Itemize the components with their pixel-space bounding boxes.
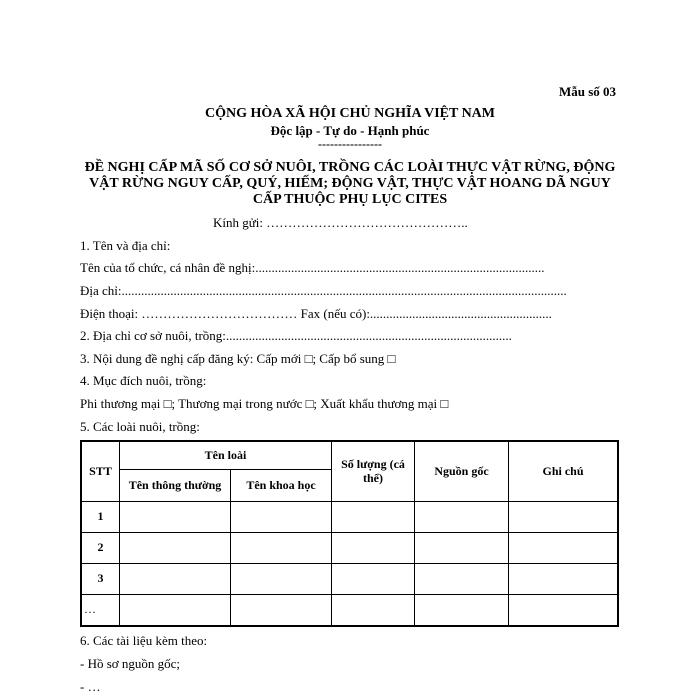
cell-notes [509, 563, 619, 594]
section-4-heading: 4. Mục đích nuôi, trồng: [80, 373, 207, 388]
cell-quantity [332, 501, 415, 532]
species-table [80, 440, 619, 627]
cell-common-name [120, 532, 231, 563]
header-origin: Nguồn gốc [415, 441, 509, 501]
header-quantity [332, 441, 415, 501]
cell-origin [415, 563, 509, 594]
cell-scientific-name [231, 501, 332, 532]
table-row [81, 594, 618, 626]
recipient-line: Kính gửi: ……………………………………….. [213, 215, 468, 230]
cell-quantity [332, 563, 415, 594]
header-scientific-name: Tên khoa học [231, 469, 332, 501]
cell-origin [415, 594, 509, 626]
header-separator: ---------------- [318, 137, 382, 151]
attachment-origin-records: - Hồ sơ nguồn gốc; [80, 656, 181, 671]
table-row [81, 501, 618, 532]
cell-scientific-name [231, 563, 332, 594]
cell-quantity [332, 532, 415, 563]
phone-fax-field: Điện thoại: ……………………………… Fax (nếu có):........................................................ [80, 306, 552, 321]
header-common-name: Tên thông thường [120, 469, 231, 501]
row-number: 3 [81, 563, 120, 594]
national-motto: Độc lập - Tự do - Hạnh phúc [270, 123, 430, 138]
cell-common-name [120, 563, 231, 594]
cell-scientific-name [231, 594, 332, 626]
cell-notes [509, 501, 619, 532]
row-number: 2 [81, 532, 120, 563]
title-line-1: ĐỀ NGHỊ CẤP MÃ SỐ CƠ SỞ NUÔI, TRỒNG CÁC LOÀI THỰC VẬT RỪNG, ĐỘNG [84, 160, 616, 175]
cell-quantity [332, 594, 415, 626]
header-stt: STT [81, 441, 120, 501]
cell-common-name [120, 501, 231, 532]
header-species-name: Tên loài [120, 441, 332, 469]
org-name-field: Tên của tổ chức, cá nhân đề nghị:......................................................................................... [80, 260, 545, 275]
cell-notes [509, 532, 619, 563]
header-notes: Ghi chú [509, 441, 619, 501]
national-title: CỘNG HÒA XÃ HỘI CHỦ NGHĨA VIỆT NAM [204, 106, 495, 121]
section-1-heading: 1. Tên và địa chỉ: [80, 238, 171, 253]
table-row [81, 563, 618, 594]
section-5-heading: 5. Các loài nuôi, trồng: [80, 419, 200, 434]
header-quantity-line-2: thể) [363, 471, 383, 486]
cell-notes [509, 594, 619, 626]
header-quantity-line-1: Số lượng (cá [341, 457, 405, 472]
attachment-more: - … [80, 679, 101, 694]
cell-origin [415, 532, 509, 563]
address-field: Địa chỉ:......................................................................................................................................... [80, 283, 567, 298]
document-title [0, 160, 700, 208]
cell-scientific-name [231, 532, 332, 563]
purpose-options: Phi thương mại □; Thương mại trong nước □; Xuất khẩu thương mại □ [80, 396, 449, 411]
section-6-heading: 6. Các tài liệu kèm theo: [80, 633, 208, 648]
table-row [81, 532, 618, 563]
form-number: Mẫu số 03 [558, 84, 616, 99]
title-line-2: VẬT RỪNG NGUY CẤP, QUÝ, HIẾM; ĐỘNG VẬT, THỰC VẬT HOANG DÃ NGUY [89, 176, 611, 191]
row-number: 1 [81, 501, 120, 532]
section-2-facility-address: 2. Địa chỉ cơ sở nuôi, trồng:........................................................................................ [80, 328, 512, 343]
cell-common-name [120, 594, 231, 626]
row-number: … [81, 594, 120, 626]
title-line-3: CẤP THUỘC PHỤ LỤC CITES [252, 192, 448, 207]
section-3-registration-type: 3. Nội dung đề nghị cấp đăng ký: Cấp mới □; Cấp bổ sung □ [80, 351, 396, 366]
cell-origin [415, 501, 509, 532]
